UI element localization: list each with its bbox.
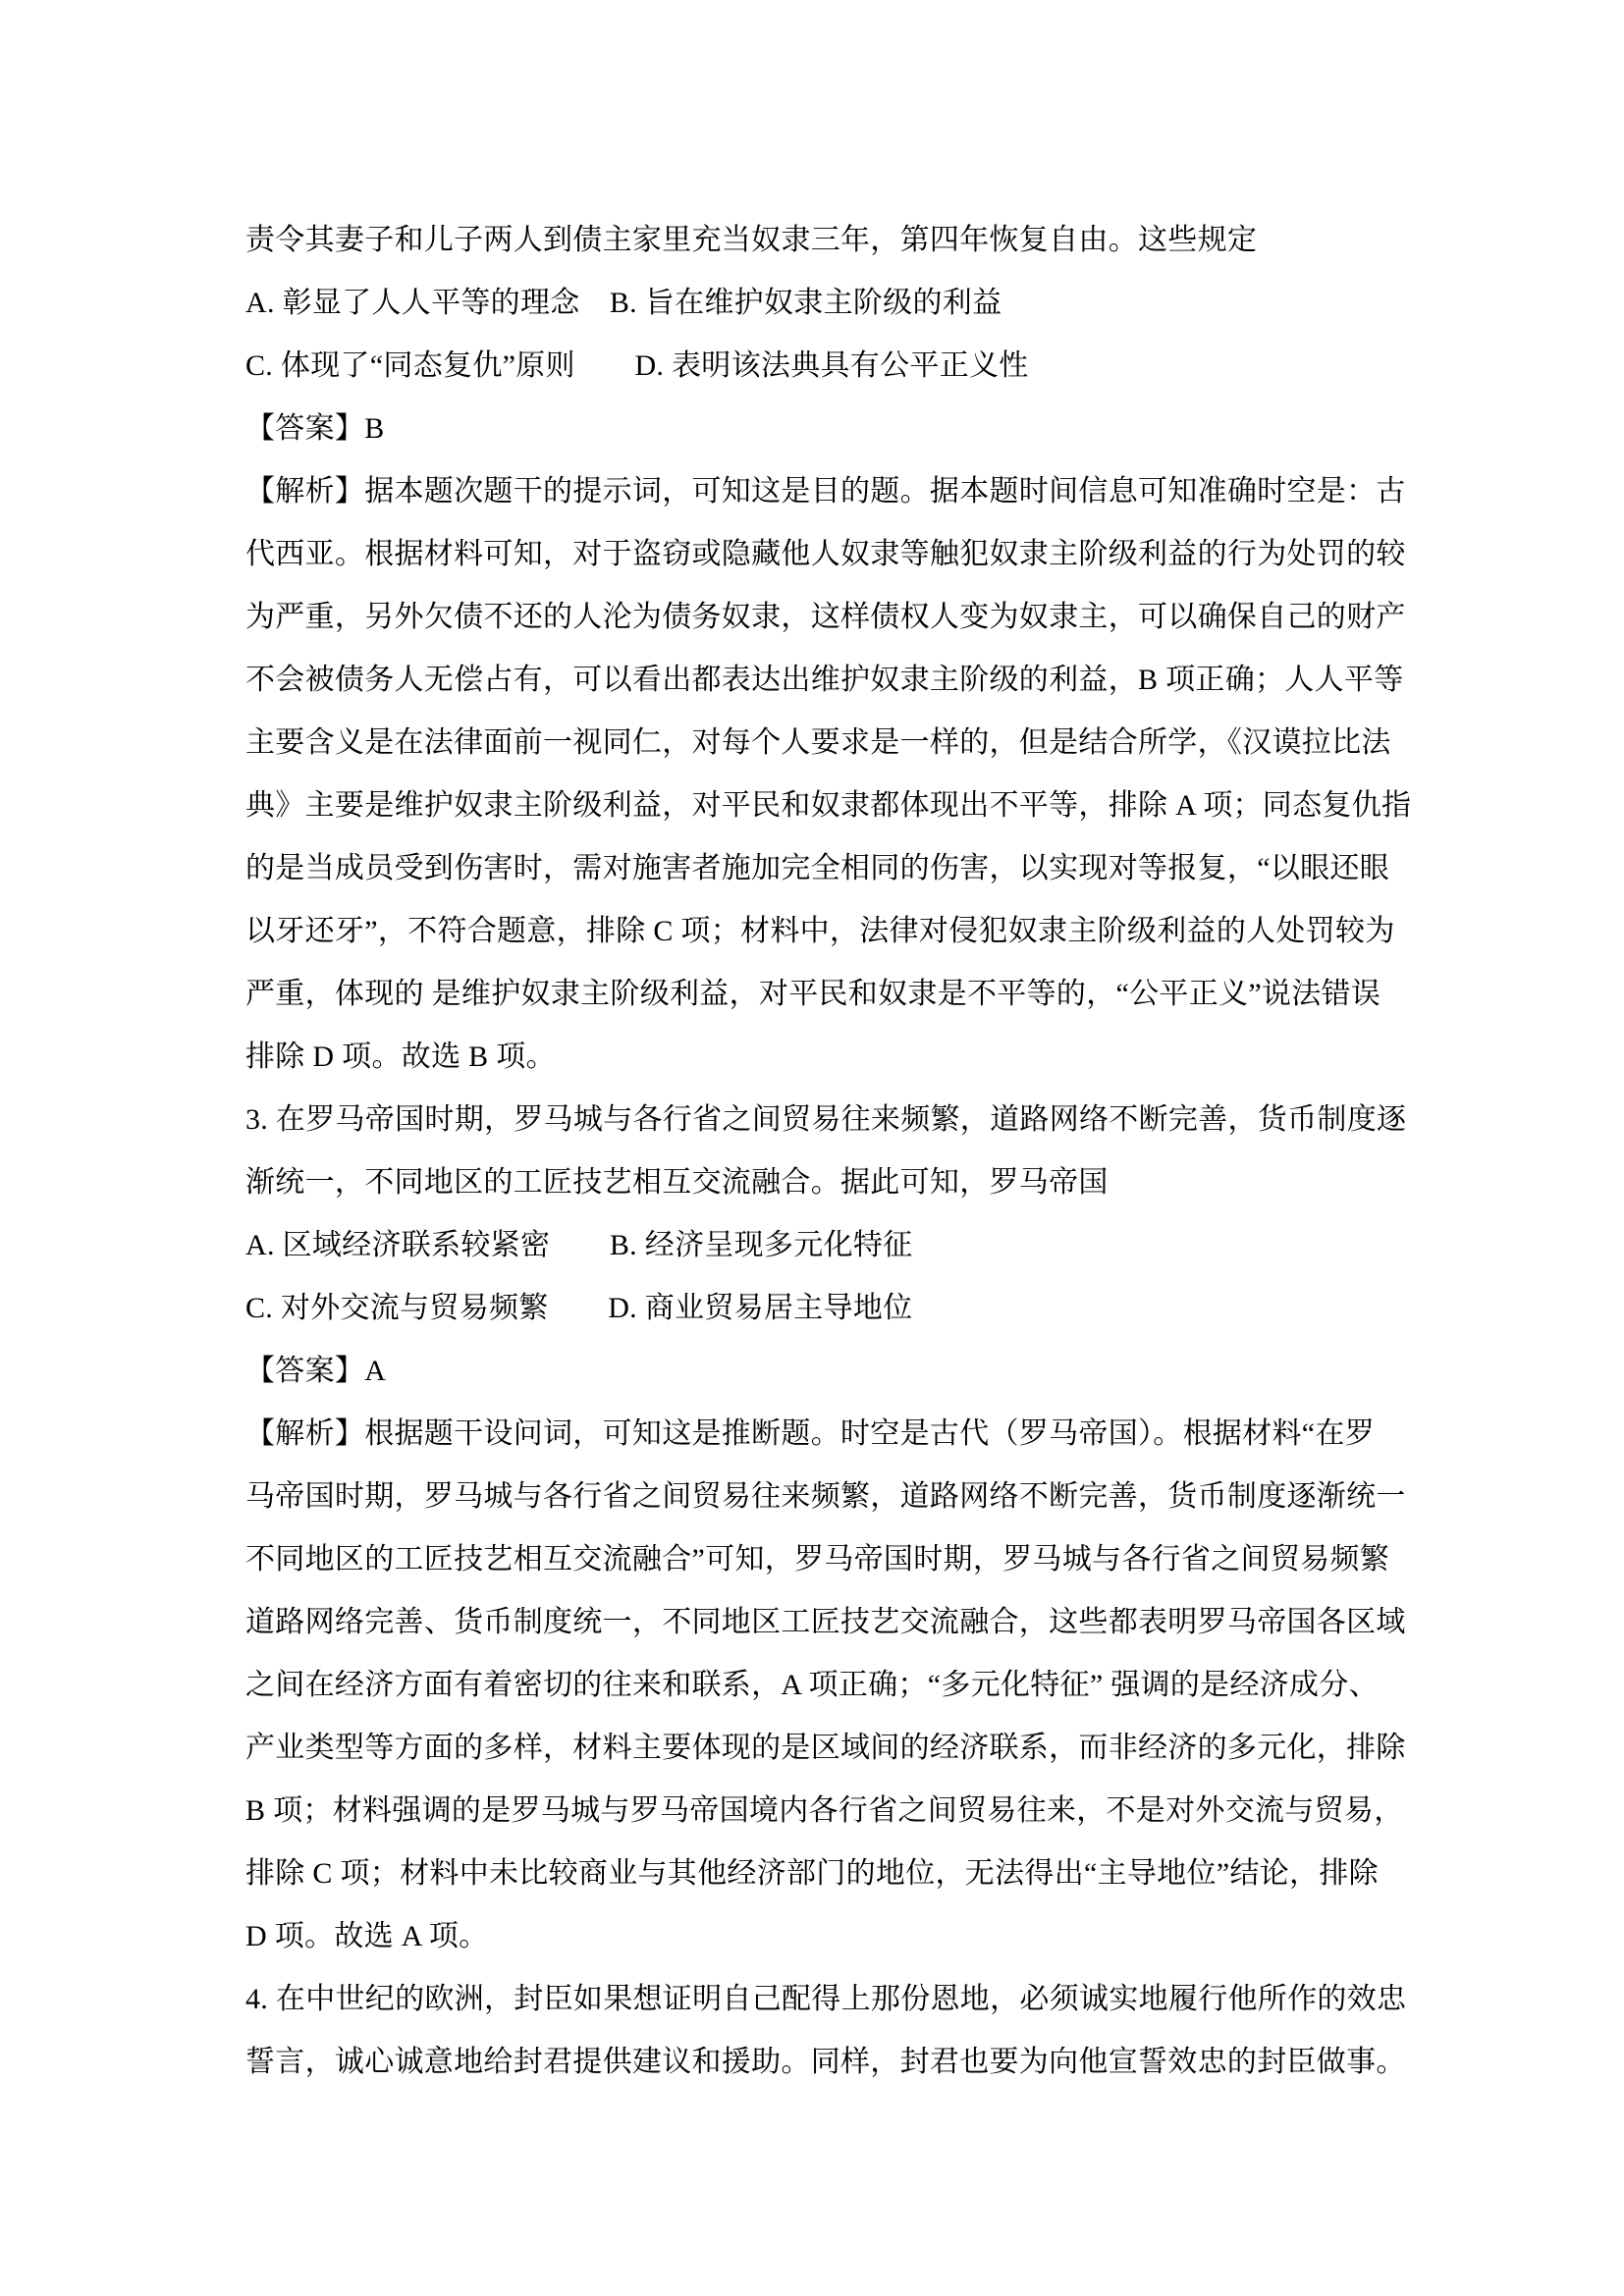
text-line: 典》主要是维护奴隶主阶级利益，对平民和奴隶都体现出不平等，排除 A 项；同态复仇指 xyxy=(245,789,1412,822)
question-3-answer xyxy=(245,1340,1384,1403)
text-line: A. 彰显了人人平等的理念 B. 旨在维护奴隶主阶级的利益 xyxy=(245,287,1002,319)
text-line: 【答案】B xyxy=(245,412,385,445)
question-3-stem xyxy=(245,1089,1407,1214)
question-2-stem-tail xyxy=(245,209,1384,272)
text-line: 以牙还牙”，不符合题意，排除 C 项；材料中，法律对侵犯奴隶主阶级利益的人处罚较为 xyxy=(245,915,1395,947)
text-line: C. 体现了“同态复仇”原则 D. 表明该法典具有公平正义性 xyxy=(245,349,1029,382)
text-line: 的是当成员受到伤害时，需对施害者施加完全相同的伤害，以实现对等报复，“以眼还眼 xyxy=(245,852,1390,884)
text-line: 誓言，诚心诚意地给封君提供建议和援助。同样，封君也要为向他宣誓效忠的封臣做事。 xyxy=(245,2046,1406,2078)
text-line: 不同地区的工匠技艺相互交流融合”可知，罗马帝国时期，罗马城与各行省之间贸易频繁 xyxy=(245,1543,1390,1575)
text-line: 代西亚。根据材料可知，对于盗窃或隐藏他人奴隶等触犯奴隶主阶级利益的行为处罚的较 xyxy=(245,538,1406,570)
text-line: A. 区域经济联系较紧密 B. 经济呈现多元化特征 xyxy=(245,1229,913,1261)
question-2-answer xyxy=(245,398,1384,460)
text-line: 排除 D 项。故选 B 项。 xyxy=(245,1041,556,1073)
text-line: 渐统一，不同地区的工匠技艺相互交流融合。据此可知，罗马帝国 xyxy=(245,1166,1109,1199)
text-line: 之间在经济方面有着密切的往来和联系，A 项正确；“多元化特征” 强调的是经济成分、 xyxy=(245,1669,1379,1701)
text-line: D 项。故选 A 项。 xyxy=(245,1920,489,1952)
text-line: 3. 在罗马帝国时期，罗马城与各行省之间贸易往来频繁，道路网络不断完善，货币制度逐 xyxy=(245,1103,1407,1136)
text-line: 4. 在中世纪的欧洲，封臣如果想证明自己配得上那份恩地，必须诚实地履行他所作的效忠 xyxy=(245,1983,1407,2015)
text-line: 责令其妻子和儿子两人到债主家里充当奴隶三年，第四年恢复自由。这些规定 xyxy=(245,224,1258,256)
text-line: 【解析】根据题干设问词，可知这是推断题。时空是古代（罗马帝国）。根据材料“在罗 xyxy=(245,1417,1376,1450)
text-line: 产业类型等方面的多样，材料主要体现的是区域间的经济联系，而非经济的多元化，排除 xyxy=(245,1732,1406,1764)
text-line: 为严重，另外欠债不还的人沦为债务奴隶，这样债权人变为奴隶主，可以确保自己的财产 xyxy=(245,601,1406,633)
text-line: 马帝国时期，罗马城与各行省之间贸易往来频繁，道路网络不断完善，货币制度逐渐统一 xyxy=(245,1480,1406,1513)
text-line: 严重，体现的 是维护奴隶主阶级利益，对平民和奴隶是不平等的，“公平正义”说法错误 xyxy=(245,978,1381,1010)
question-4-stem xyxy=(245,1968,1407,2094)
text-line: C. 对外交流与贸易频繁 D. 商业贸易居主导地位 xyxy=(245,1292,913,1324)
question-3-analysis xyxy=(245,1403,1406,1968)
text-line: B 项；材料强调的是罗马城与罗马帝国境内各行省之间贸易往来，不是对外交流与贸易， xyxy=(245,1794,1404,1827)
text-line: 不会被债务人无偿占有，可以看出都表达出维护奴隶主阶级的利益，B 项正确；人人平等 xyxy=(245,664,1404,696)
question-3-options xyxy=(245,1214,1384,1340)
text-line: 排除 C 项；材料中未比较商业与其他经济部门的地位，无法得出“主导地位”结论，排除 xyxy=(245,1857,1379,1890)
document-content xyxy=(245,209,1412,2094)
text-line: 【答案】A xyxy=(245,1355,387,1387)
text-line: 【解析】据本题次题干的提示词，可知这是目的题。据本题时间信息可知准确时空是：古 xyxy=(245,475,1406,507)
question-2-analysis xyxy=(245,460,1412,1089)
question-2-options xyxy=(245,272,1384,398)
text-line: 道路网络完善、货币制度统一，不同地区工匠技艺交流融合，这些都表明罗马帝国各区域 xyxy=(245,1606,1406,1638)
text-line: 主要含义是在法律面前一视同仁，对每个人要求是一样的，但是结合所学，《汉谟拉比法 xyxy=(245,726,1391,759)
